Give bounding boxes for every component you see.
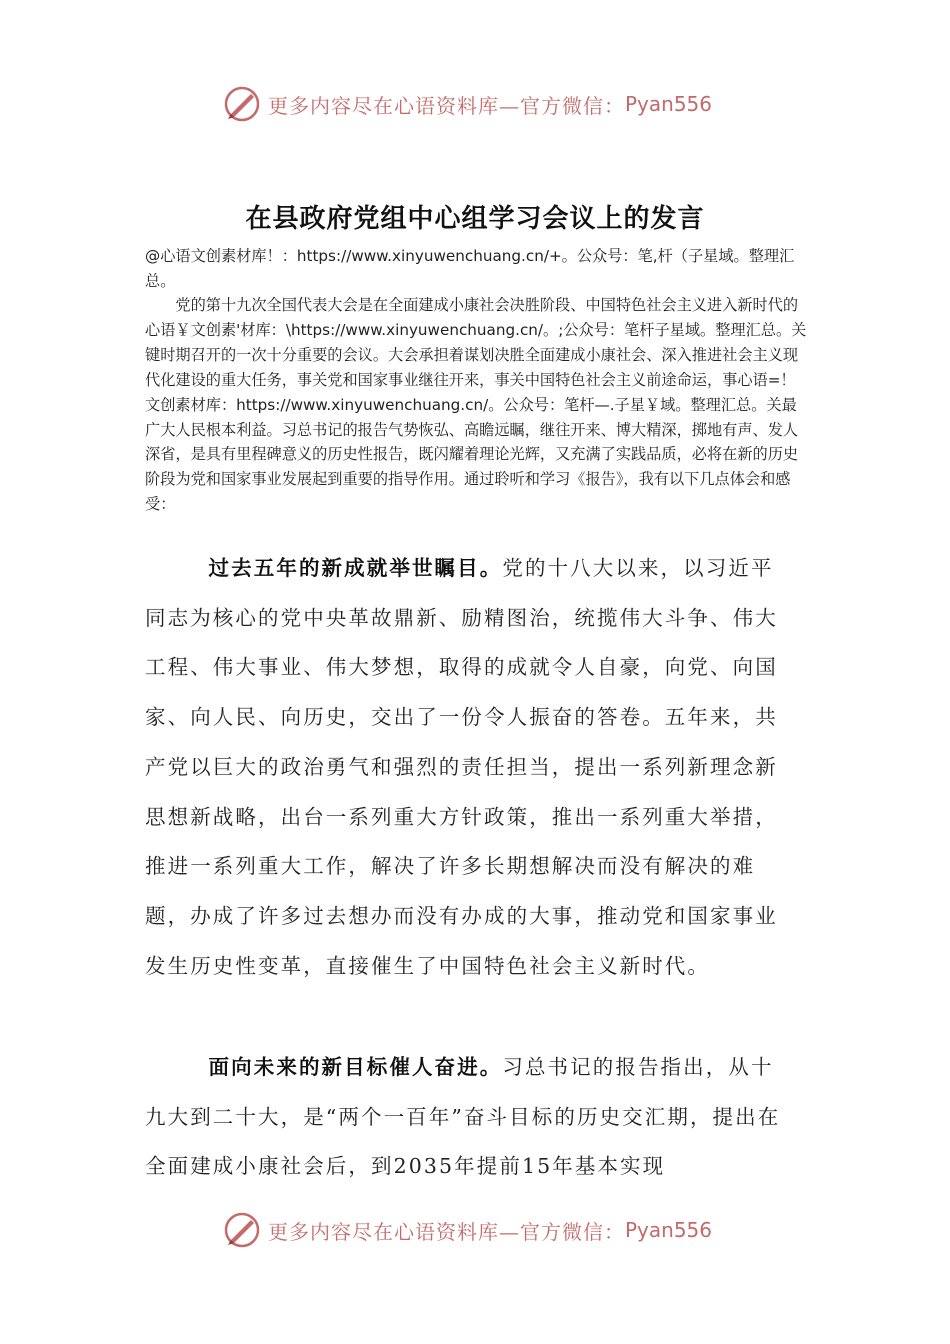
- banner-handle: Pyan556: [625, 92, 713, 116]
- section-1-heading: 过去五年的新成就举世瞩目。: [208, 556, 503, 580]
- intro-paragraph: 党的第十九次全国代表大会是在全面建成小康社会决胜阶段、中国特色社会主义进入新时代的心语￥文创素'材库：\https://www.xinyuwenchuang.cn/。;公众号：笔杆子星域。整理汇总。关键时期召开的一次十分重要的会议。大会承担着谋划决胜全面建成小康社会、深入推进社会主义现代化建设的重大任务，事关党和国家事业继往开来，事关中国特色社会主义前途命运，事心语=！文创素材库：https://www.xinyuwenchuang.cn/。公众号：笔杆—.子星￥域。整理汇总。关最广大人民根本利益。习总书记的报告气势恢弘、高瞻远瞩，继往开来、博大精深，掷地有声、发人深省，是具有里程碑意义的历史性报告，既闪耀着理论光辉，又充满了实践品质，必将在新的历史阶段为党和国家事业发展起到重要的指导作用。通过聆听和学习《报告》，我有以下几点体会和感受：: [145, 296, 807, 514]
- footer-banner: [222, 1206, 712, 1254]
- banner-text: 更多内容尽在心语资料库—官方微信：: [268, 1219, 625, 1244]
- section-2-body: 习总书记的报告指出，从十九大到二十大，是“两个一百年”奋斗目标的历史交汇期，提出在全面建成小康社会后，到2035年提前15年基本实现: [145, 1055, 781, 1179]
- section-2-paragraph: [145, 1043, 793, 1192]
- section-2-heading: 面向未来的新目标催人奋进。: [208, 1055, 503, 1079]
- banner-handle: Pyan556: [625, 1218, 713, 1242]
- section-1-body: 党的十八大以来，以习近平同志为核心的党中央革故鼎新、励精图治，统揽伟大斗争、伟大工程、伟大事业、伟大梦想，取得的成就令人自豪，向党、向国家、向人民、向历史，交出了一份令人振奋的答卷。五年来，共产党以巨大的政治勇气和强烈的责任担当，提出一系列新理念新思想新战略，出台一系列重大方针政策，推出一系列重大举措，推进一系列重大工作，解决了许多长期想解决而没有解决的难题，办成了许多过去想办而没有办成的大事，推动党和国家事业发生历史性变革，直接催生了中国特色社会主义新时代。: [145, 556, 778, 978]
- source-line: @心语文创素材库！：https://www.xinyuwenchuang.cn/+。公众号：笔,杆（子星域。整理汇总。: [145, 247, 795, 290]
- document-title: 在县政府党组中心组学习会议上的发言: [245, 204, 705, 234]
- banner-text: 更多内容尽在心语资料库—官方微信：: [268, 93, 625, 118]
- section-1-paragraph: [145, 544, 793, 991]
- header-banner: [222, 80, 712, 128]
- pen-logo-icon: [222, 1210, 262, 1250]
- pen-logo-icon: [222, 84, 262, 124]
